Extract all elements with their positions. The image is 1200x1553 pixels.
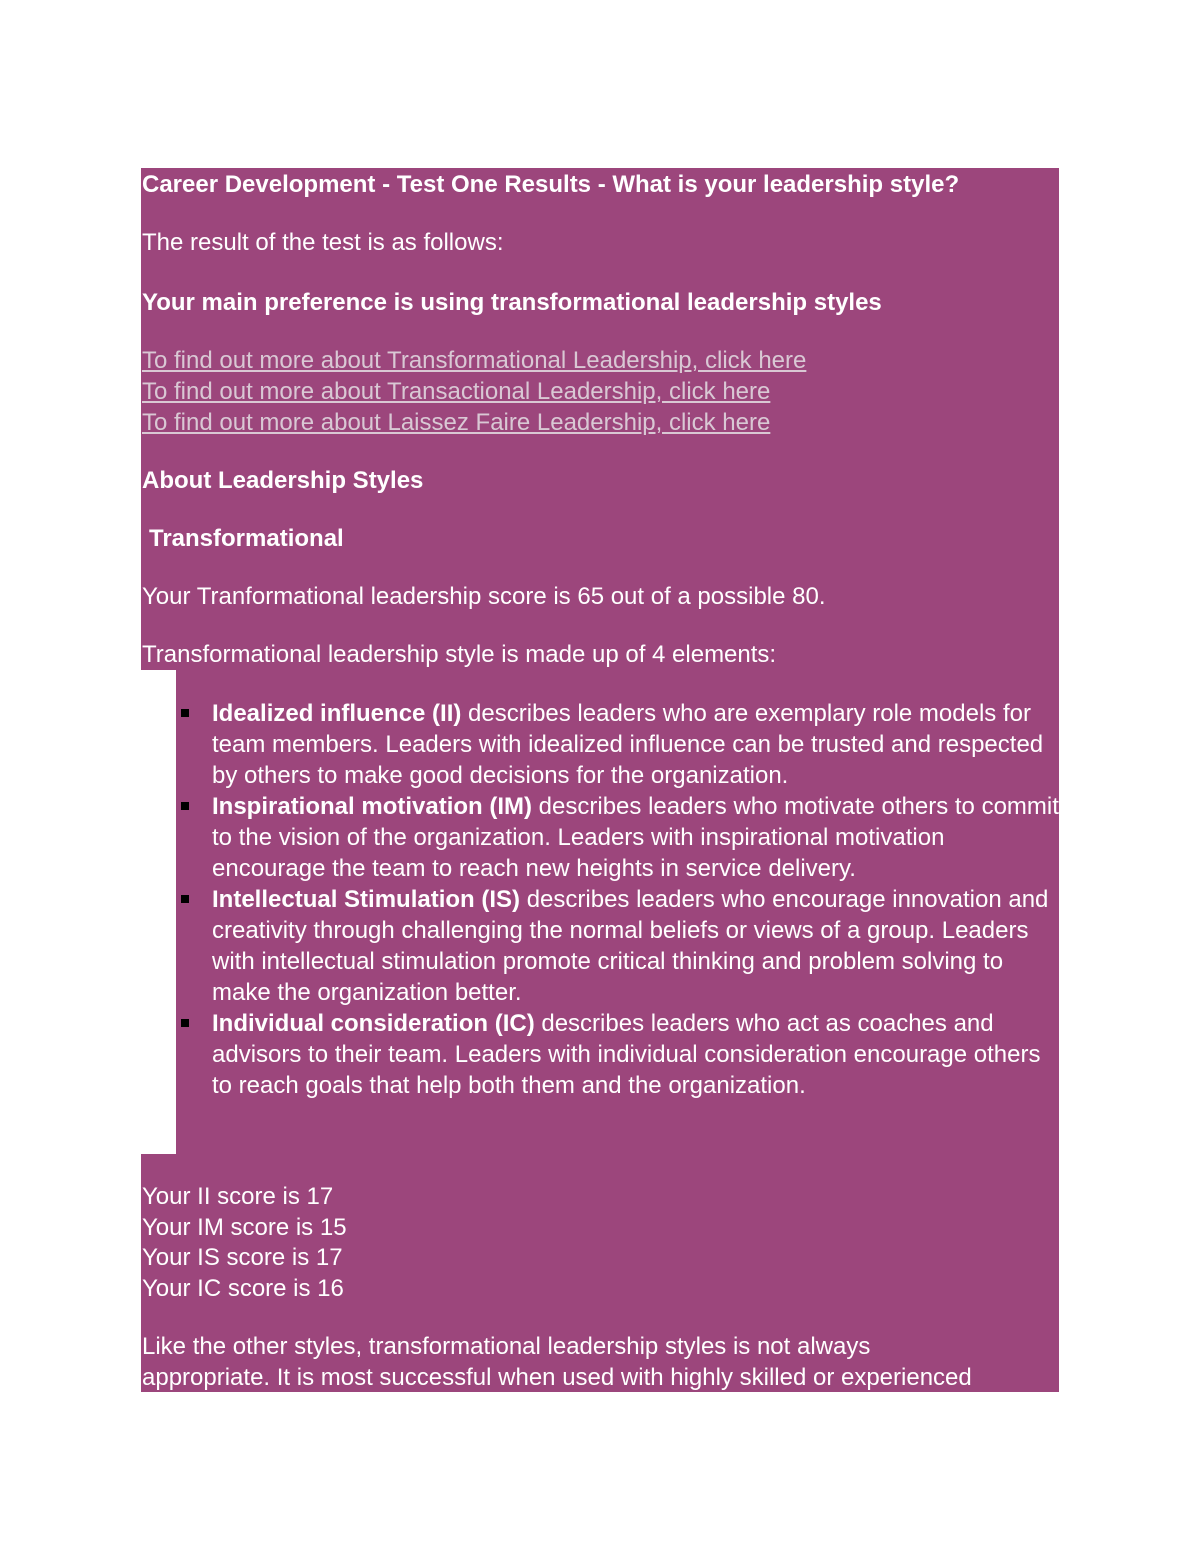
element-description: describes leaders who act as coaches and advisors to their team. Leaders with individual consideration encourage others to reach goals that help both them and the organization. — [212, 1010, 1041, 1099]
square-bullet-icon — [181, 1019, 189, 1027]
intro-text: The result of the test is as follows: — [142, 229, 504, 256]
element-term: Intellectual Stimulation (IS) — [212, 886, 521, 913]
closing-line-1: Like the other styles, transformational leadership styles is not always — [142, 1333, 871, 1360]
element-description: describes leaders who are exemplary role models for team members. Leaders with idealized influence can be trusted and respected by others to make good decisions for the organization. — [212, 700, 1044, 789]
about-heading: About Leadership Styles — [142, 467, 424, 494]
main-preference: Your main preference is using transformational leadership styles — [142, 289, 882, 316]
elements-list — [176, 698, 1059, 1101]
sub-score-ic: Your IC score is 16 — [142, 1275, 344, 1302]
element-term: Inspirational motivation (IM) — [212, 793, 533, 820]
link-laissez-faire[interactable]: To find out more about Laissez Faire Leadership, click here — [142, 409, 771, 436]
list-item — [176, 884, 1059, 1008]
element-description: describes leaders who encourage innovation and creativity through challenging the normal beliefs or views of a group. Leaders with intellectual stimulation promote critical thinking and problem solving to make the organization better. — [212, 886, 1049, 1006]
square-bullet-icon — [181, 802, 189, 810]
element-description: describes leaders who motivate others to commit to the vision of the organization. Leaders with inspirational motivation encourage the team to reach new heights in service delivery. — [212, 793, 1059, 882]
link-transformational[interactable]: To find out more about Transformational Leadership, click here — [142, 347, 807, 374]
square-bullet-icon — [181, 895, 189, 903]
document-block — [141, 168, 1059, 1392]
elements-intro: Transformational leadership style is made up of 4 elements: — [142, 641, 777, 668]
section-heading: Transformational — [149, 525, 344, 552]
sub-score-ii: Your II score is 17 — [142, 1183, 334, 1210]
document-title: Career Development - Test One Results - What is your leadership style? — [142, 171, 960, 198]
square-bullet-icon — [181, 709, 189, 717]
sub-score-im: Your IM score is 15 — [142, 1214, 347, 1241]
score-line: Your Tranformational leadership score is 65 out of a possible 80. — [142, 583, 826, 610]
element-term: Individual consideration (IC) — [212, 1010, 535, 1037]
list-item — [176, 698, 1059, 791]
list-gutter — [141, 670, 176, 1154]
closing-line-2: appropriate. It is most successful when used with highly skilled or experienced — [142, 1364, 972, 1391]
sub-score-is: Your IS score is 17 — [142, 1244, 343, 1271]
list-item — [176, 791, 1059, 884]
element-term: Idealized influence (II) — [212, 700, 462, 727]
list-item — [176, 1008, 1059, 1101]
link-transactional[interactable]: To find out more about Transactional Leadership, click here — [142, 378, 771, 405]
